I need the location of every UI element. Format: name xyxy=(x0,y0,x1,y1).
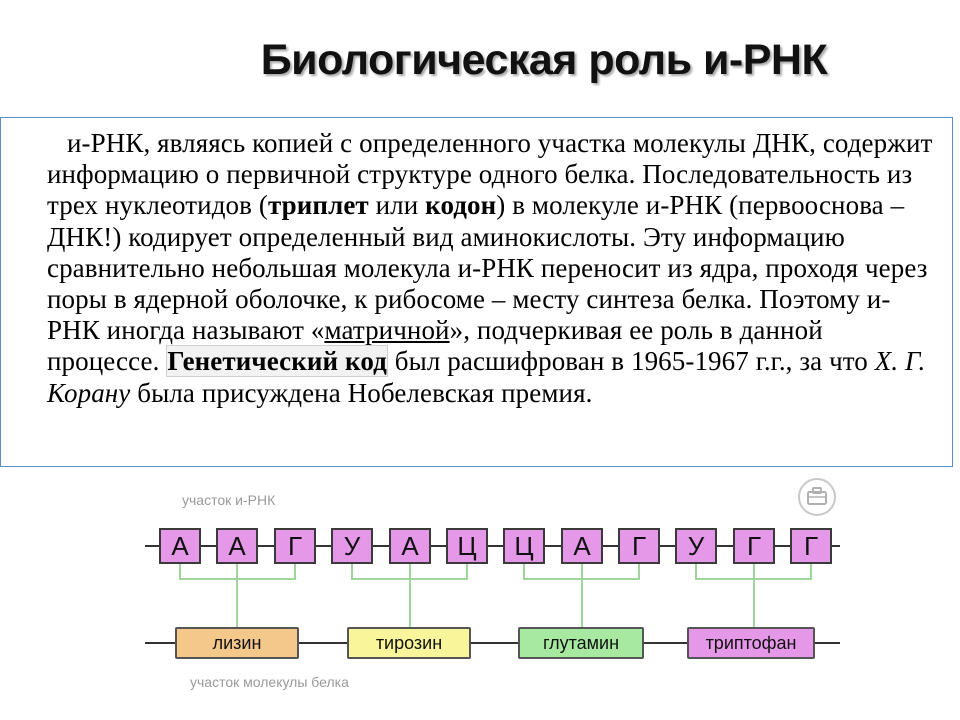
term-genetic-code: Генетический код xyxy=(167,346,387,377)
protein-section-label: участок молекулы белка xyxy=(190,674,349,690)
nucleotide-box: Г xyxy=(790,528,832,564)
triplet-connectors xyxy=(180,564,811,627)
text-segment: ) в молекуле и-РНК (первооснова –ДНК!) кодирует определенный вид аминокислоты. Эту информацию сравнительно небольшая молекула и-РНК переносит из ядра, проходя через поры в ядерной оболочке, к рибосоме – месту синтеза белка. Поэтому и-РНК иногда называют « xyxy=(47,190,928,346)
nucleotide-box: Ц xyxy=(446,528,488,564)
mrna-section-label: участок и-РНК xyxy=(182,492,276,508)
amino-acid-box: лизин xyxy=(175,627,299,659)
nucleotide-box: У xyxy=(675,528,717,564)
nucleotide-box: А xyxy=(389,528,431,564)
amino-acid-box: тирозин xyxy=(347,627,471,659)
term-triplet: триплет xyxy=(267,190,369,221)
text-box xyxy=(0,117,953,467)
nucleotide-box: А xyxy=(159,528,201,564)
amino-acid-box: триптофан xyxy=(687,627,815,659)
nucleotide-box: Ц xyxy=(503,528,545,564)
nucleotide-box: А xyxy=(216,528,258,564)
text-segment: был расшифрован в 1965-1967 г.г., за что xyxy=(387,346,875,377)
amino-acid-box: глутамин xyxy=(518,627,644,659)
nucleotide-box: Г xyxy=(274,528,316,564)
text-segment: или xyxy=(368,190,426,221)
nucleotide-box: Г xyxy=(733,528,775,564)
page-title: Биологическая роль и-РНК xyxy=(260,36,828,84)
main-paragraph xyxy=(47,128,938,409)
text-segment: », подчеркивая ее роль в данной процессе. xyxy=(47,315,823,377)
nucleotide-box: А xyxy=(561,528,603,564)
scientist-name: Х. Г. Корану xyxy=(47,346,926,408)
nucleotide-box: Г xyxy=(618,528,660,564)
briefcase-icon xyxy=(798,478,836,516)
nucleotide-box: У xyxy=(331,528,373,564)
text-segment: и-РНК, являясь копией с определенного участка молекулы ДНК, содержит информацию о первичной структуре одного белка. Последовательность из трех нуклеотидов ( xyxy=(47,128,933,221)
text-segment: была присуждена Нобелевская премия. xyxy=(130,377,593,408)
codon-diagram xyxy=(0,470,960,720)
term-codon: кодон xyxy=(425,190,497,221)
term-matrix: матричной xyxy=(324,315,450,346)
